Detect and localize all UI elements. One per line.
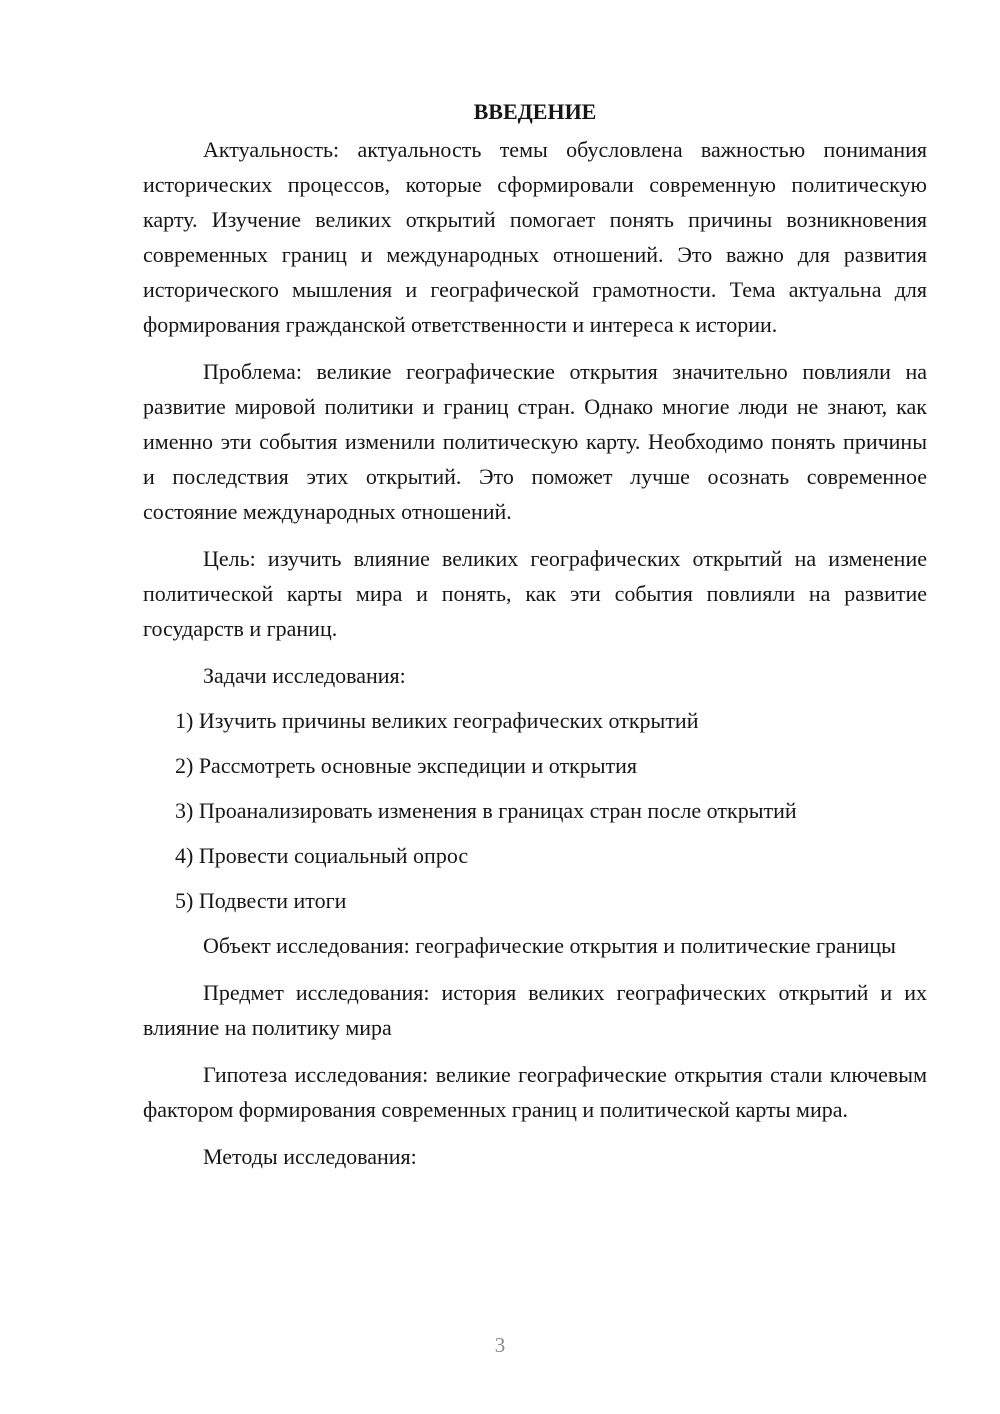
page-number: 3 xyxy=(494,1333,506,1357)
document-page xyxy=(143,94,927,1184)
section-title: ВВЕДЕНИЕ xyxy=(473,99,597,124)
subject-paragraph: Предмет исследования: история великих географических открытий и их влияние на политику мира xyxy=(143,980,927,1040)
goal-paragraph: Цель: изучить влияние великих географических открытий на изменение политической карты мира и понять, как эти события повлияли на развитие государств и границ. xyxy=(143,546,927,641)
methods-heading: Методы исследования: xyxy=(203,1144,417,1169)
list-item: 5) Подвести итоги xyxy=(175,888,347,913)
list-item: 3) Проанализировать изменения в границах стран после открытий xyxy=(175,798,797,823)
relevance-paragraph: Актуальность: актуальность темы обусловлена важностью понимания исторических процессов, которые сформировали современную политическую карту. Изучение великих открытий помогает понять причины возникновения современных границ и международных отношений. Это важно для развития исторического мышления и географической грамотности. Тема актуальна для формирования гражданской ответственности и интереса к истории. xyxy=(143,137,927,337)
problem-paragraph: Проблема: великие географические открытия значительно повлияли на развитие мировой политики и границ стран. Однако многие люди не знают, как именно эти события изменили политическую карту. Необходимо понять причины и последствия этих открытий. Это поможет лучше осознать современное состояние международных отношений. xyxy=(143,359,927,524)
tasks-list xyxy=(143,703,927,918)
list-item: 1) Изучить причины великих географических открытий xyxy=(175,708,699,733)
hypothesis-paragraph: Гипотеза исследования: великие географические открытия стали ключевым фактором формирования современных границ и политической карты мира. xyxy=(143,1062,927,1122)
list-item: 4) Провести социальный опрос xyxy=(175,843,469,868)
list-item: 2) Рассмотреть основные экспедиции и открытия xyxy=(175,753,638,778)
object-paragraph: Объект исследования: географические открытия и политические границы xyxy=(203,933,896,958)
tasks-heading: Задачи исследования: xyxy=(203,663,406,688)
